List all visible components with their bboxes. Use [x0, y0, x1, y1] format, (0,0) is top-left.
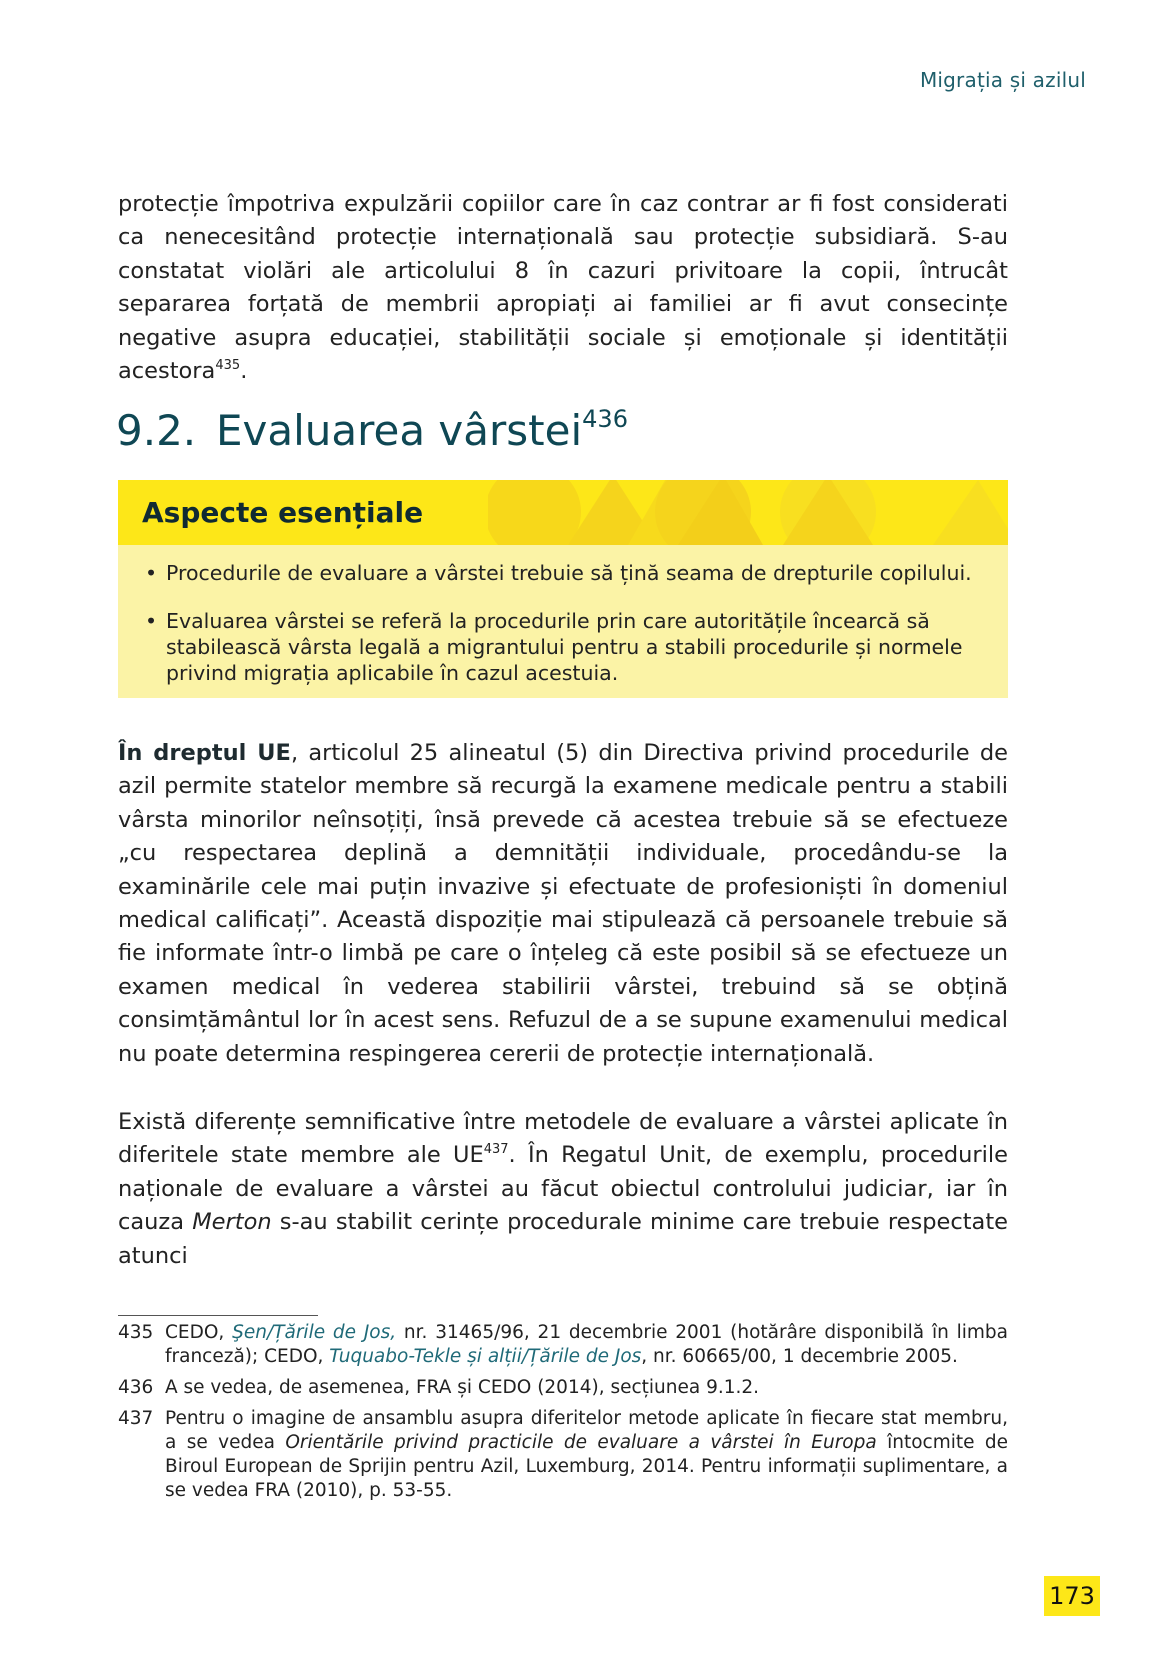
intro-text: protecție împotriva expulzării copiilor care în caz contrar ar fi fost considerati ca nenecesitând protecție internațională sau protecție subsidiară. S-au constatat violări ale articolului 8 în cazuri privitoare la copii, întrucât separarea forțată de membrii apropiați ai familiei ar fi avut consecințe negative asupra educației, stabilității sociale și emoționale și identității acestora	[118, 191, 1008, 385]
footnote-divider	[118, 1315, 318, 1316]
differences-text-2: . În Regatul Unit, de exemplu, procedurile naționale de evaluare a vârstei au făcut obiectul controlului judiciar, iar în cauza	[118, 1142, 1008, 1236]
key-points-list	[142, 560, 984, 686]
footnote-text: întocmite de Biroul European de Sprijin pentru Azil, Luxemburg, 2014. Pentru informații suplimentare, a se vedea FRA (2010), p. 53-55.	[165, 1432, 1009, 1501]
footnote-435	[118, 1321, 1008, 1369]
footnotes	[118, 1321, 1008, 1510]
list-item	[142, 608, 984, 686]
eu-law-paragraph	[118, 737, 1008, 1071]
case-name-merton: Merton	[192, 1209, 272, 1236]
publication-title: Orientările privind practicile de evaluare a vârstei în Europa	[285, 1432, 877, 1453]
section-number: 9.2.	[116, 406, 197, 455]
page-number: 173	[1044, 1576, 1100, 1616]
footnote-ref-437[interactable]: 437	[483, 1142, 509, 1158]
case-link-sen[interactable]: Şen/Țările de Jos,	[232, 1322, 397, 1343]
bullet-icon: •	[145, 561, 158, 585]
differences-paragraph	[118, 1106, 1008, 1273]
footnote-text: A se vedea, de asemenea, FRA și CEDO (2014), secțiunea 9.1.2.	[165, 1377, 760, 1398]
list-item	[142, 560, 984, 586]
footnote-ref-436[interactable]: 436	[582, 405, 628, 433]
key-points-box	[118, 480, 1008, 698]
decorative-shapes-icon	[488, 480, 1008, 545]
footnote-number: 437	[118, 1408, 154, 1429]
footnote-text: CEDO,	[165, 1322, 233, 1343]
footnote-text: , nr. 60665/00, 1 decembrie 2005.	[641, 1346, 958, 1367]
intro-paragraph	[118, 188, 1008, 388]
key-point-text: Procedurile de evaluare a vârstei trebuie să țină seama de drepturile copilului.	[166, 561, 972, 585]
key-points-title: Aspecte esențiale	[142, 496, 424, 529]
eu-law-lead: În dreptul UE	[118, 740, 291, 766]
section-heading	[116, 406, 628, 455]
footnote-text: Pentru o imagine de ansamblu asupra diferitelor metode aplicate în fiecare stat membru, a se vedea	[165, 1408, 1008, 1453]
running-header: Migrația și azilul	[919, 68, 1086, 92]
footnote-ref-435[interactable]: 435	[215, 358, 241, 374]
footnote-436	[118, 1376, 1008, 1400]
footnote-number: 436	[118, 1377, 154, 1398]
bullet-icon: •	[145, 609, 158, 633]
footnote-text: nr. 31465/96, 21 decembrie 2001 (hotărâre disponibilă în limba franceză); CEDO,	[165, 1322, 1008, 1367]
differences-text-1: Există diferențe semnificative între metodele de evaluare a vârstei aplicate în diferitele state membre ale UE	[118, 1109, 1008, 1169]
case-link-tuquabo-tekle[interactable]: Tuquabo-Tekle și alții/Țările de Jos	[329, 1346, 642, 1367]
section-title: Evaluarea vârstei	[216, 406, 583, 455]
key-point-text: Evaluarea vârstei se referă la procedurile prin care autoritățile încearcă să stabilească vârsta legală a migrantului pentru a stabili procedurile și normele privind migrația aplicabile în cazul acestuia.	[166, 609, 963, 685]
key-points-header	[118, 480, 1008, 545]
footnote-number: 435	[118, 1322, 154, 1343]
footnote-437	[118, 1407, 1008, 1503]
eu-law-text: , articolul 25 alineatul (5) din Directiva privind procedurile de azil permite statelor membre să recurgă la examene medicale pentru a stabili vârsta minorilor neînsoțiți, însă prevede că acestea trebuie să se efectueze „cu respectarea deplină a demnității individuale, procedându-se la examinările cele mai puțin invazive și efectuate de profesioniști în domeniul medical calificați”. Această dispoziție mai stipulează că persoanele trebuie să fie informate într-o limbă pe care o înțeleg că este posibil să se efectueze un examen medical în vederea stabilirii vârstei, trebuind să se obțină consimțământul lor în acest sens. Refuzul de a se supune examenului medical nu poate determina respingerea cererii de protecție internațională.	[118, 740, 1008, 1067]
intro-end: .	[240, 358, 248, 385]
differences-text-3: s-au stabilit cerințe procedurale minime care trebuie respectate atunci	[118, 1209, 1009, 1269]
